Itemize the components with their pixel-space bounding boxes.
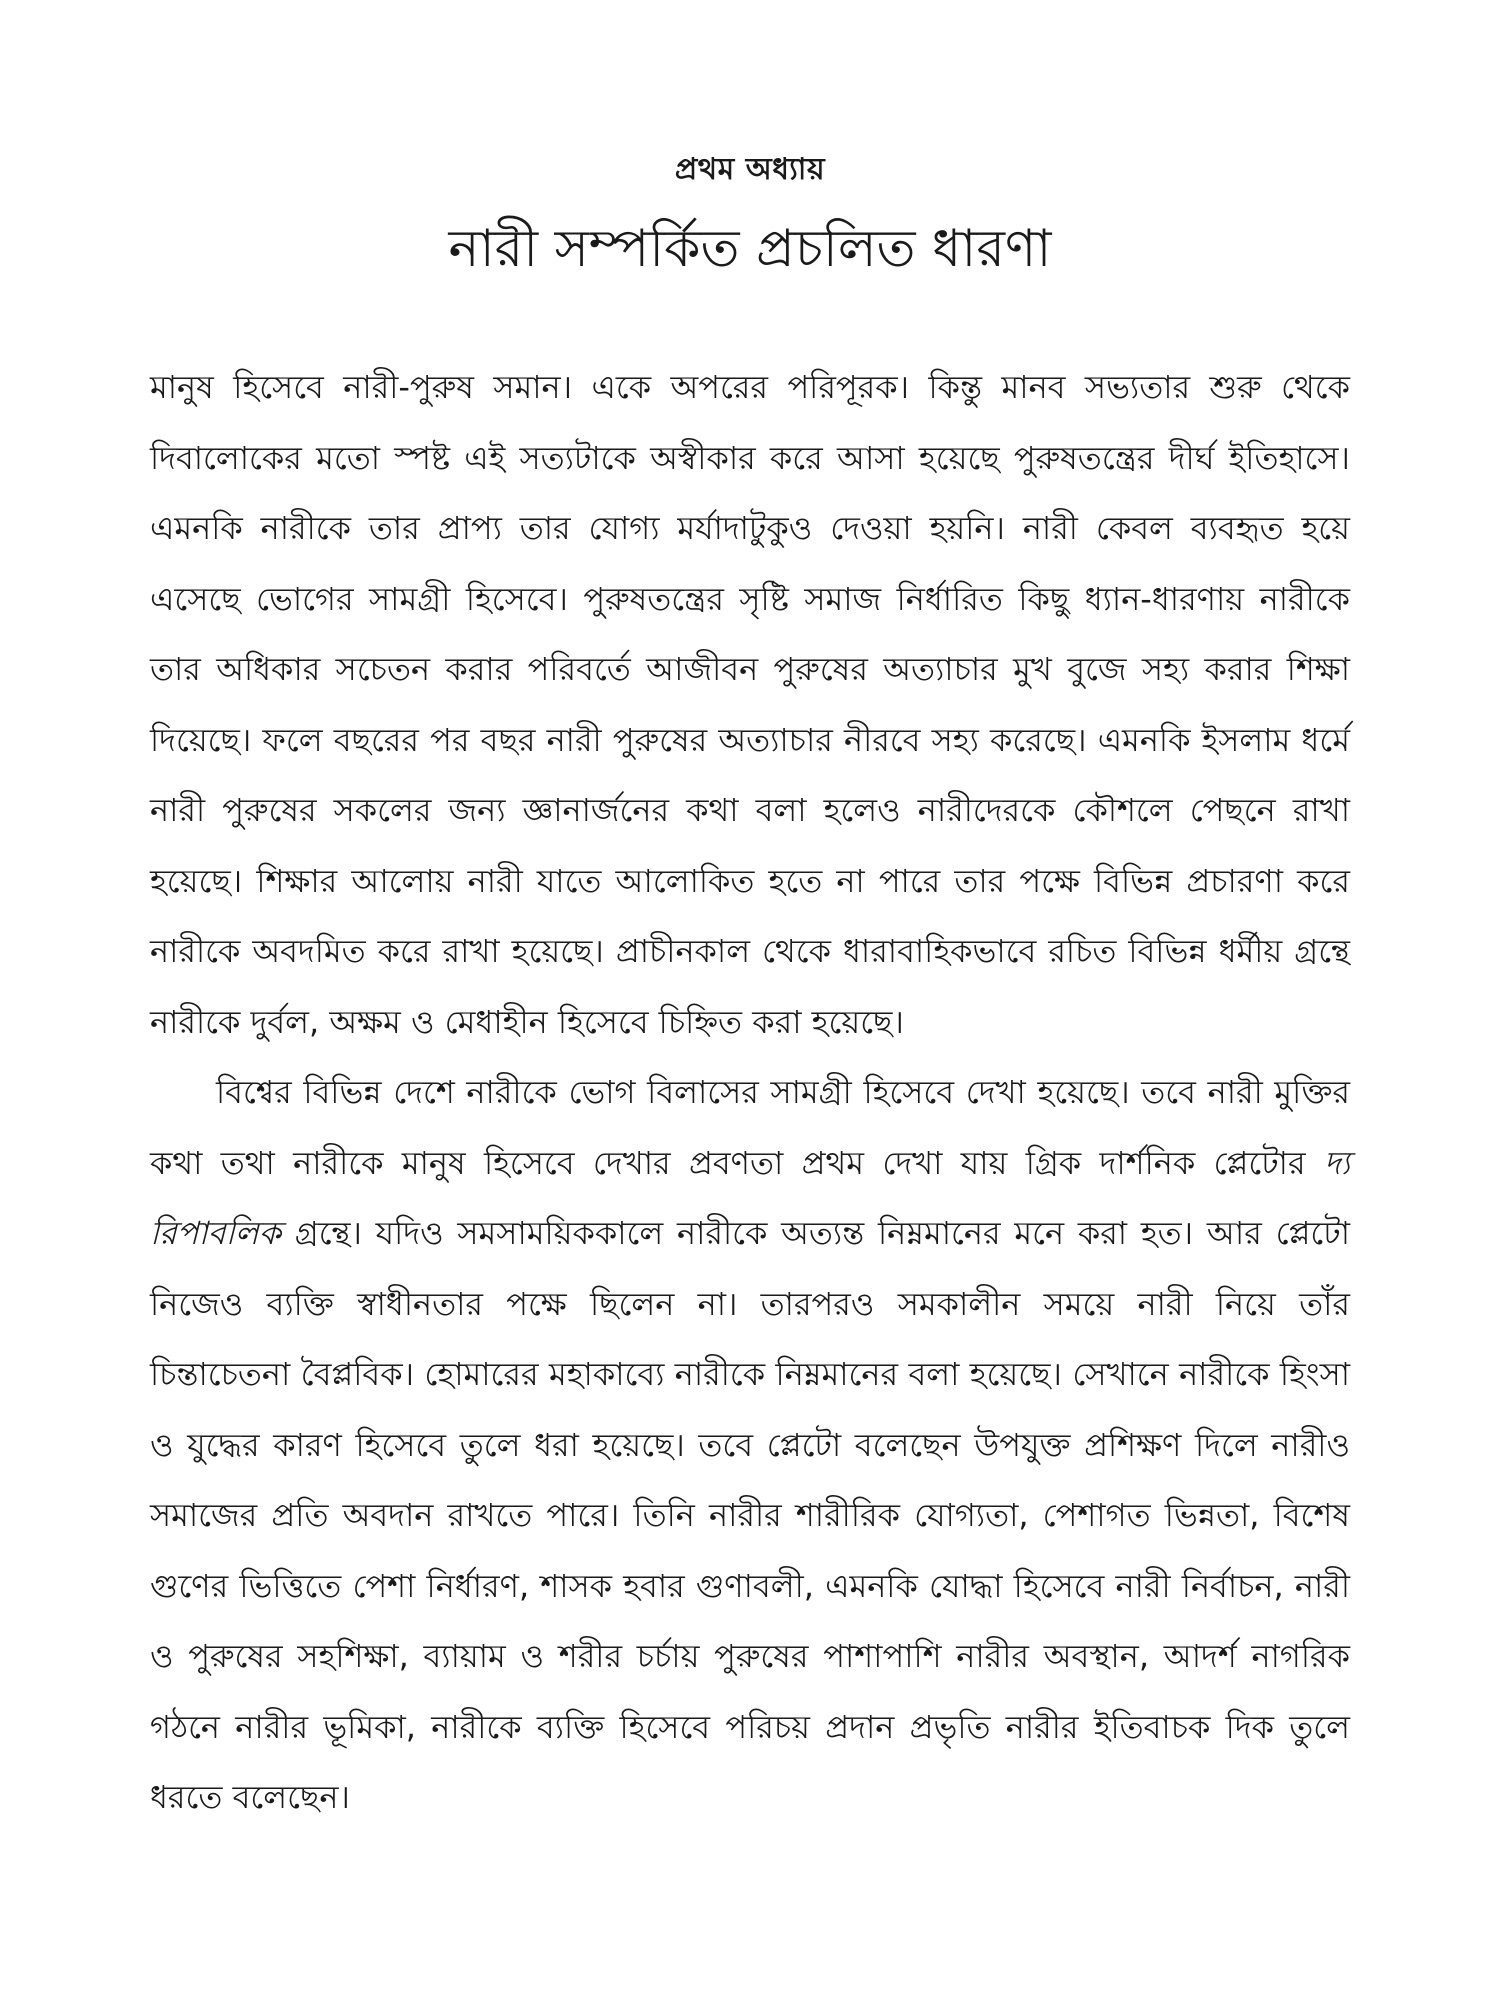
- book-title-the-republic: দ্য রিপাবলিক: [150, 1143, 1350, 1252]
- chapter-title: নারী সম্পর্কিত প্রচলিত ধারণা: [448, 219, 1052, 279]
- paragraph-2: [150, 1057, 1350, 1833]
- chapter-body: [150, 352, 1350, 1833]
- chapter-number: প্রথম অধ্যায়: [674, 152, 826, 187]
- paragraph-2-text-b: গ্রন্থে। যদিও সমসাময়িককালে নারীকে অত্যন্ত নিম্নমানের মনে করা হত। আর প্লেটো নিজেও ব্যক্তি স্বাধীনতার পক্ষে ছিলেন না। তারপরও সমকালীন সময়ে নারী নিয়ে তাঁর চিন্তাচেতনা বৈপ্লবিক। হোমারের মহাকাব্যে নারীকে নিম্নমানের বলা হয়েছে। সেখানে নারীকে হিংসা ও যুদ্ধের কারণ হিসেবে তুলে ধরা হয়েছে। তবে প্লেটো বলেছেন উপযুক্ত প্রশিক্ষণ দিলে নারীও সমাজের প্রতি অবদান রাখতে পারে। তিনি নারীর শারীরিক যোগ্যতা, পেশাগত ভিন্নতা, বিশেষ গুণের ভিত্তিতে পেশা নির্ধারণ, শাসক হবার গুণাবলী, এমনকি যোদ্ধা হিসেবে নারী নির্বাচন, নারী ও পুরুষের সহশিক্ষা, ব্যায়াম ও শরীর চর্চায় পুরুষের পাশাপাশি নারীর অবস্থান, আদর্শ নাগরিক গঠনে নারীর ভূমিকা, নারীকে ব্যক্তি হিসেবে পরিচয় প্রদান প্রভৃতি নারীর ইতিবাচক দিক তুলে ধরতে বলেছেন।: [150, 1214, 1350, 1816]
- paragraph-2-text-a: বিশ্বের বিভিন্ন দেশে নারীকে ভোগ বিলাসের সামগ্রী হিসেবে দেখা হয়েছে। তবে নারী মুক্তির কথা তথা নারীকে মানুষ হিসেবে দেখার প্রবণতা প্রথম দেখা যায় গ্রিক দার্শনিক প্লেটোর: [150, 1073, 1350, 1182]
- paragraph-1: মানুষ হিসেবে নারী-পুরুষ সমান। একে অপরের পরিপূরক। কিন্তু মানব সভ্যতার শুরু থেকে দিবালোকের মতো স্পষ্ট এই সত্যটাকে অস্বীকার করে আসা হয়েছে পুরুষতন্ত্রের দীর্ঘ ইতিহাসে। এমনকি নারীকে তার প্রাপ্য তার যোগ্য মর্যাদাটুকুও দেওয়া হয়নি। নারী কেবল ব্যবহৃত হয়ে এসেছে ভোগের সামগ্রী হিসেবে। পুরুষতন্ত্রের সৃষ্টি সমাজ নির্ধারিত কিছু ধ্যান-ধারণায় নারীকে তার অধিকার সচেতন করার পরিবর্তে আজীবন পুরুষের অত্যাচার মুখ বুজে সহ্য করার শিক্ষা দিয়েছে। ফলে বছরের পর বছর নারী পুরুষের অত্যাচার নীরবে সহ্য করেছে। এমনকি ইসলাম ধর্মে নারী পুরুষের সকলের জন্য জ্ঞানার্জনের কথা বলা হলেও নারীদেরকে কৌশলে পেছনে রাখা হয়েছে। শিক্ষার আলোয় নারী যাতে আলোকিত হতে না পারে তার পক্ষে বিভিন্ন প্রচারণা করে নারীকে অবদমিত করে রাখা হয়েছে। প্রাচীনকাল থেকে ধারাবাহিকভাবে রচিত বিভিন্ন ধর্মীয় গ্রন্থে নারীকে দুর্বল, অক্ষম ও মেধাহীন হিসেবে চিহ্নিত করা হয়েছে।: [150, 368, 1350, 1041]
